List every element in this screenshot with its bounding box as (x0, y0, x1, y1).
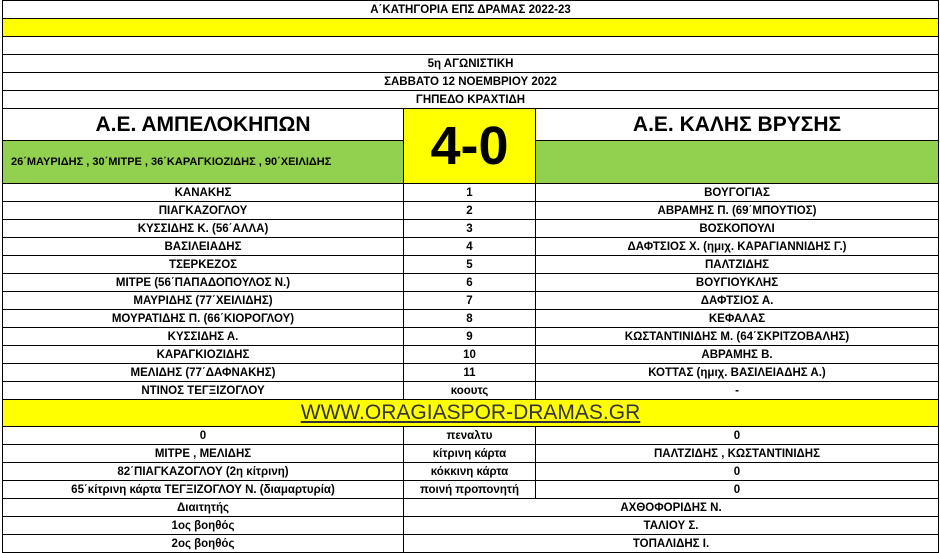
official-role: Διαιτητής (3, 499, 404, 517)
home-player: ΚΥΣΣΙΔΗΣ Α. (3, 328, 404, 346)
table-row (3, 220, 939, 238)
title-row (3, 1, 939, 19)
away-team: Α.Ε. ΚΑΛΗΣ ΒΡΥΣΗΣ (536, 109, 939, 141)
home-stat: 65΄κίτρινη κάρτα ΤΕΓΞΙΖΟΓΛΟΥ Ν. (διαμαρτυρία) (3, 481, 404, 499)
table-row (3, 346, 939, 364)
venue: ΓΗΠΕΔΟ ΚΡΑΧΤΙΔΗ (3, 91, 939, 109)
home-player: ΜΑΥΡΙΔΗΣ (77΄ΧΕΙΛΙΔΗΣ) (3, 292, 404, 310)
home-stat: 0 (3, 427, 404, 445)
official-name: ΑΧΘΟΦΟΡΙΔΗΣ Ν. (404, 499, 939, 517)
table-row (3, 328, 939, 346)
home-player: ΚΥΣΣΙΔΗΣ Κ. (56΄ΑΛΛΑ) (3, 220, 404, 238)
away-player: ΚΟΤΤΑΣ (ημιχ. ΒΑΣΙΛΕΙΑΔΗΣ Α.) (536, 364, 939, 382)
empty-spacer (3, 37, 939, 55)
shirt-number: 7 (404, 292, 536, 310)
away-player: ΚΩΣΤΑΝΤΙΝΙΔΗΣ Μ. (64΄ΣΚΡΙΤΖΟΒΑΛΗΣ) (536, 328, 939, 346)
shirt-number: 3 (404, 220, 536, 238)
table-row (3, 535, 939, 553)
table-row (3, 445, 939, 463)
table-row (3, 238, 939, 256)
final-score: 4-0 (404, 109, 536, 184)
home-player: ΜΟΥΡΑΤΙΔΗΣ Π. (66΄ΚΙΟΡΟΓΛΟΥ) (3, 310, 404, 328)
home-stat: 82΄ΠΙΑΓΚΑΖΟΓΛΟΥ (2η κίτρινη) (3, 463, 404, 481)
table-row (3, 499, 939, 517)
competition-title: Α΄ΚΑΤΗΓΟΡΙΑ ΕΠΣ ΔΡΑΜΑΣ 2022-23 (3, 1, 939, 19)
home-player: ΜΙΤΡΕ (56΄ΠΑΠΑΔΟΠΟΥΛΟΣ Ν.) (3, 274, 404, 292)
table-row (3, 481, 939, 499)
matchday: 5η ΑΓΩΝΙΣΤΙΚΗ (3, 55, 939, 73)
home-player: ΜΕΛΙΔΗΣ (77΄ΔΑΦΝΑΚΗΣ) (3, 364, 404, 382)
away-scorers (536, 141, 939, 184)
shirt-number: 9 (404, 328, 536, 346)
table-row (3, 274, 939, 292)
table-row (3, 310, 939, 328)
away-player: ΒΟΥΓΙΟΥΚΛΗΣ (536, 274, 939, 292)
table-row (3, 463, 939, 481)
table-row (3, 364, 939, 382)
home-team: Α.Ε. ΑΜΠΕΛΟΚΗΠΩΝ (3, 109, 404, 141)
away-player: ΠΑΛΤΖΙΔΗΣ (536, 256, 939, 274)
shirt-number: 11 (404, 364, 536, 382)
official-role: 2ος βοηθός (3, 535, 404, 553)
shirt-number: 8 (404, 310, 536, 328)
stat-label: ποινή προπονητή (404, 481, 536, 499)
shirt-number: κοουτς (404, 382, 536, 400)
home-player: ΠΙΑΓΚΑΖΟΓΛΟΥ (3, 202, 404, 220)
shirt-number: 2 (404, 202, 536, 220)
spacer-row-2 (3, 37, 939, 55)
away-player: ΔΑΦΤΣΙΟΣ Χ. (ημιχ. ΚΑΡΑΓΙΑΝΝΙΔΗΣ Γ.) (536, 238, 939, 256)
away-player: - (536, 382, 939, 400)
away-player: ΒΟΥΓΟΓΙΑΣ (536, 184, 939, 202)
match-officials (3, 499, 939, 553)
table-row (3, 292, 939, 310)
table-row (3, 382, 939, 400)
away-player: ΑΒΡΑΜΗΣ Β. (536, 346, 939, 364)
official-name: ΤΑΛΙΟΥ Σ. (404, 517, 939, 535)
home-player: ΚΑΝΑΚΗΣ (3, 184, 404, 202)
home-player: ΤΣΕΡΚΕΖΟΣ (3, 256, 404, 274)
away-stat: ΠΑΛΤΖΙΔΗΣ , ΚΩΣΤΑΝΤΙΝΙΔΗΣ (536, 445, 939, 463)
yellow-spacer (3, 19, 939, 37)
table-row (3, 184, 939, 202)
lineup (3, 184, 939, 400)
official-name: ΤΟΠΑΛΙΔΗΣ Ι. (404, 535, 939, 553)
away-player: ΚΕΦΑΛΑΣ (536, 310, 939, 328)
stat-label: πεναλτυ (404, 427, 536, 445)
home-player: ΒΑΣΙΛΕΙΑΔΗΣ (3, 238, 404, 256)
stat-label: κόκκινη κάρτα (404, 463, 536, 481)
table-row (3, 256, 939, 274)
match-report-table (2, 0, 939, 553)
table-row (3, 517, 939, 535)
home-scorers: 26΄ΜΑΥΡΙΔΗΣ , 30΄ΜΙΤΡΕ , 36΄ΚΑΡΑΓΚΙΟΖΙΔΗΣ , 90΄ΧΕΙΛΙΔΗΣ (3, 141, 404, 184)
away-stat: 0 (536, 463, 939, 481)
shirt-number: 6 (404, 274, 536, 292)
away-player: ΒΟΣΚΟΠΟΥΛΙ (536, 220, 939, 238)
shirt-number: 1 (404, 184, 536, 202)
away-stat: 0 (536, 427, 939, 445)
away-player: ΔΑΦΤΣΙΟΣ Α. (536, 292, 939, 310)
table-row (3, 202, 939, 220)
away-player: ΑΒΡΑΜΗΣ Π. (69΄ΜΠΟΥΤΙΟΣ) (536, 202, 939, 220)
home-player: ΝΤΙΝΟΣ ΤΕΓΞΙΖΟΓΛΟΥ (3, 382, 404, 400)
home-stat: ΜΙΤΡΕ , ΜΕΛΙΔΗΣ (3, 445, 404, 463)
match-stats (3, 427, 939, 499)
table-row (3, 427, 939, 445)
shirt-number: 4 (404, 238, 536, 256)
away-stat: 0 (536, 481, 939, 499)
shirt-number: 5 (404, 256, 536, 274)
home-player: ΚΑΡΑΓΚΙΟΖΙΔΗΣ (3, 346, 404, 364)
match-date: ΣΑΒΒΑΤΟ 12 ΝΟΕΜΒΡΙΟΥ 2022 (3, 73, 939, 91)
shirt-number: 10 (404, 346, 536, 364)
website-link[interactable]: WWW.ORAGIASPOR-DRAMAS.GR (3, 400, 939, 427)
official-role: 1ος βοηθός (3, 517, 404, 535)
spacer-row (3, 19, 939, 37)
stat-label: κίτρινη κάρτα (404, 445, 536, 463)
